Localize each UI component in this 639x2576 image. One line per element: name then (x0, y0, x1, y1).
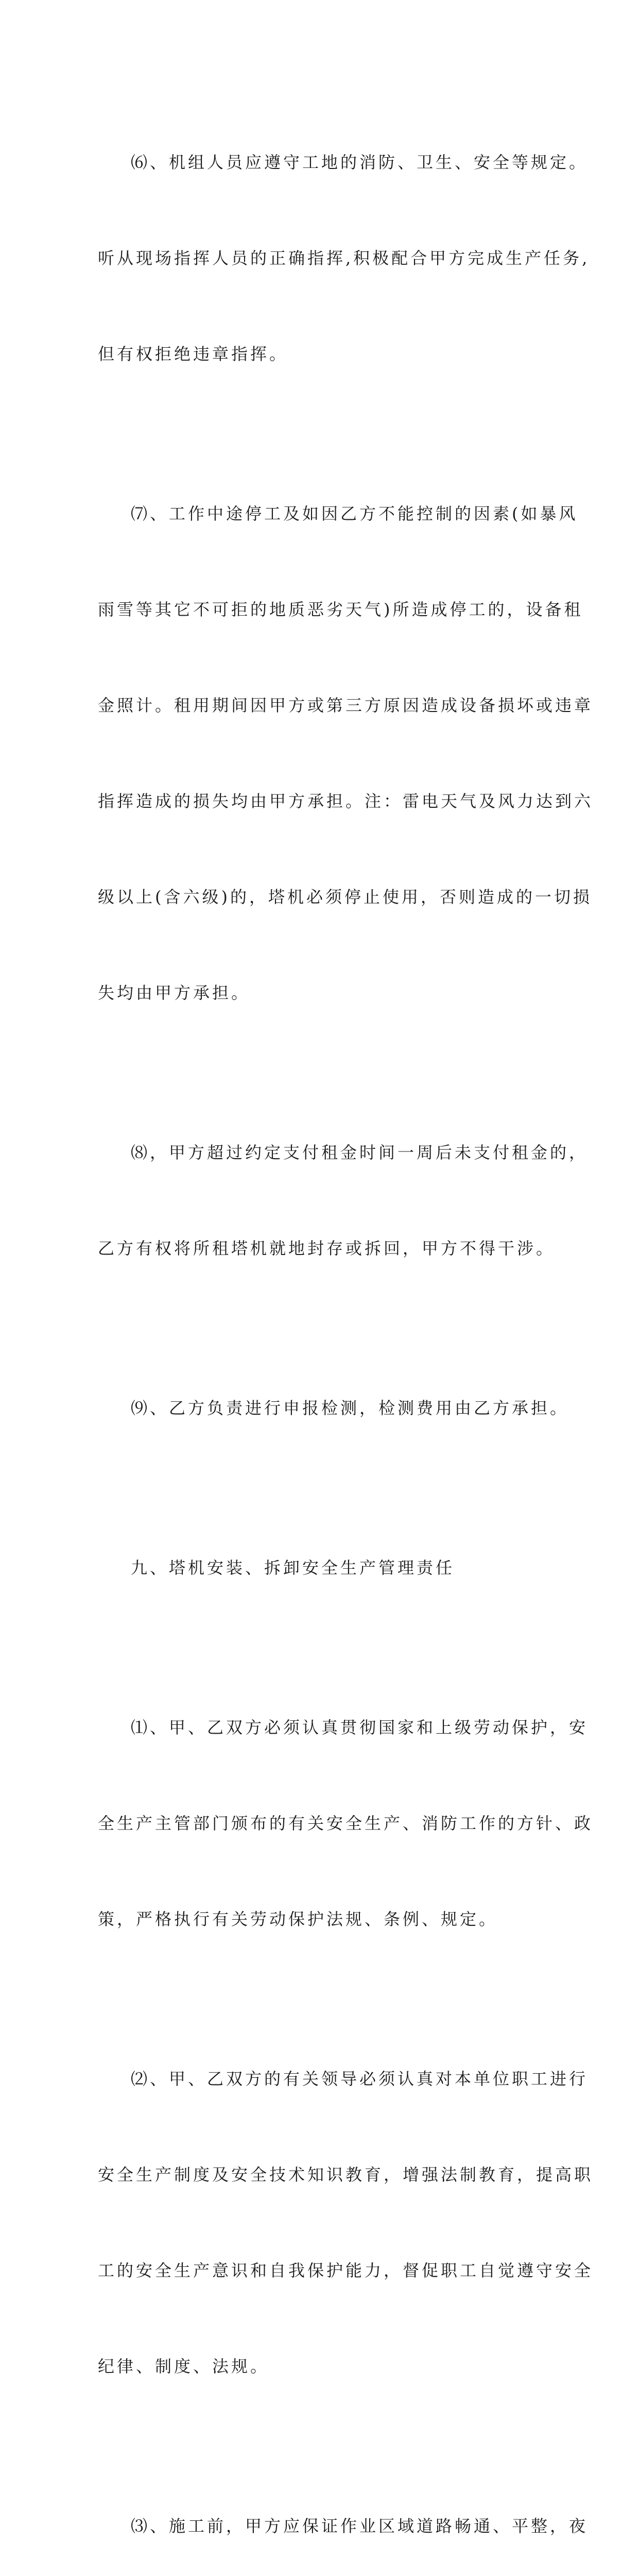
paragraph-line: 雨雪等其它不可拒的地质恶劣天气)所造成停工的，设备租 (98, 600, 583, 619)
paragraph-line: 失均由甲方承担。 (98, 983, 251, 1003)
section-heading: 九、塔机安装、拆卸安全生产管理责任 (131, 1558, 455, 1578)
document-body (98, 82, 594, 2576)
paragraph-line: ⑵、甲、乙双方的有关领导必须认真对本单位职工进行 (131, 2069, 589, 2089)
paragraph-line: 乙方有权将所租塔机就地封存或拆回，甲方不得干涉。 (98, 1239, 556, 1258)
paragraph-line: 听从现场指挥人员的正确指挥,积极配合甲方完成生产任务, (98, 248, 590, 268)
paragraph-line: 工的安全生产意识和自我保护能力，督促职工自觉遵守安全 (98, 2261, 594, 2280)
paragraph-line: ⑼、乙方负责进行申报检测，检测费用由乙方承担。 (131, 1398, 569, 1418)
paragraph-line: ⑹、机组人员应遵守工地的消防、卫生、安全等规定。 (131, 152, 589, 172)
paragraph-line: ⑶、施工前，甲方应保证作业区域道路畅通、平整，夜 (131, 2516, 589, 2536)
paragraph-line: 级以上(含六级)的，塔机必须停止使用，否则造成的一切损 (98, 887, 592, 907)
paragraph-line: ⑻，甲方超过约定支付租金时间一周后未支付租金的， (131, 1143, 589, 1162)
paragraph-line: ⑴、甲、乙双方必须认真贯彻国家和上级劳动保护，安 (131, 1718, 589, 1737)
paragraph-section9-item-3 (98, 2446, 589, 2576)
paragraph-line: 指挥造成的损失均由甲方承担。注：雷电天气及风力达到六 (98, 791, 594, 811)
paragraph-line: 策，严格执行有关劳动保护法规、条例、规定。 (98, 1909, 498, 1929)
paragraph-item-8 (98, 1073, 589, 1328)
paragraph-line: 但有权拒绝违章指挥。 (98, 344, 289, 364)
paragraph-section9-item-2 (98, 1999, 594, 2446)
paragraph-line: ⑺、工作中途停工及如因乙方不能控制的因素(如暴风 (131, 504, 578, 523)
paragraph-item-7 (98, 434, 594, 1073)
paragraph-line: 全生产主管部门颁布的有关安全生产、消防工作的方针、政 (98, 1814, 594, 1833)
paragraph-line: 安全生产制度及安全技术知识教育，增强法制教育，提高职 (98, 2165, 594, 2184)
paragraph-line: 金照计。租用期间因甲方或第三方原因造成设备损坏或违章 (98, 696, 594, 715)
paragraph-item-9 (98, 1328, 569, 1488)
paragraph-line: 纪律、制度、法规。 (98, 2357, 270, 2376)
paragraph-section9-item-1 (98, 1648, 594, 1999)
paragraph-item-6 (98, 82, 590, 434)
section-heading-nine (98, 1488, 561, 1648)
